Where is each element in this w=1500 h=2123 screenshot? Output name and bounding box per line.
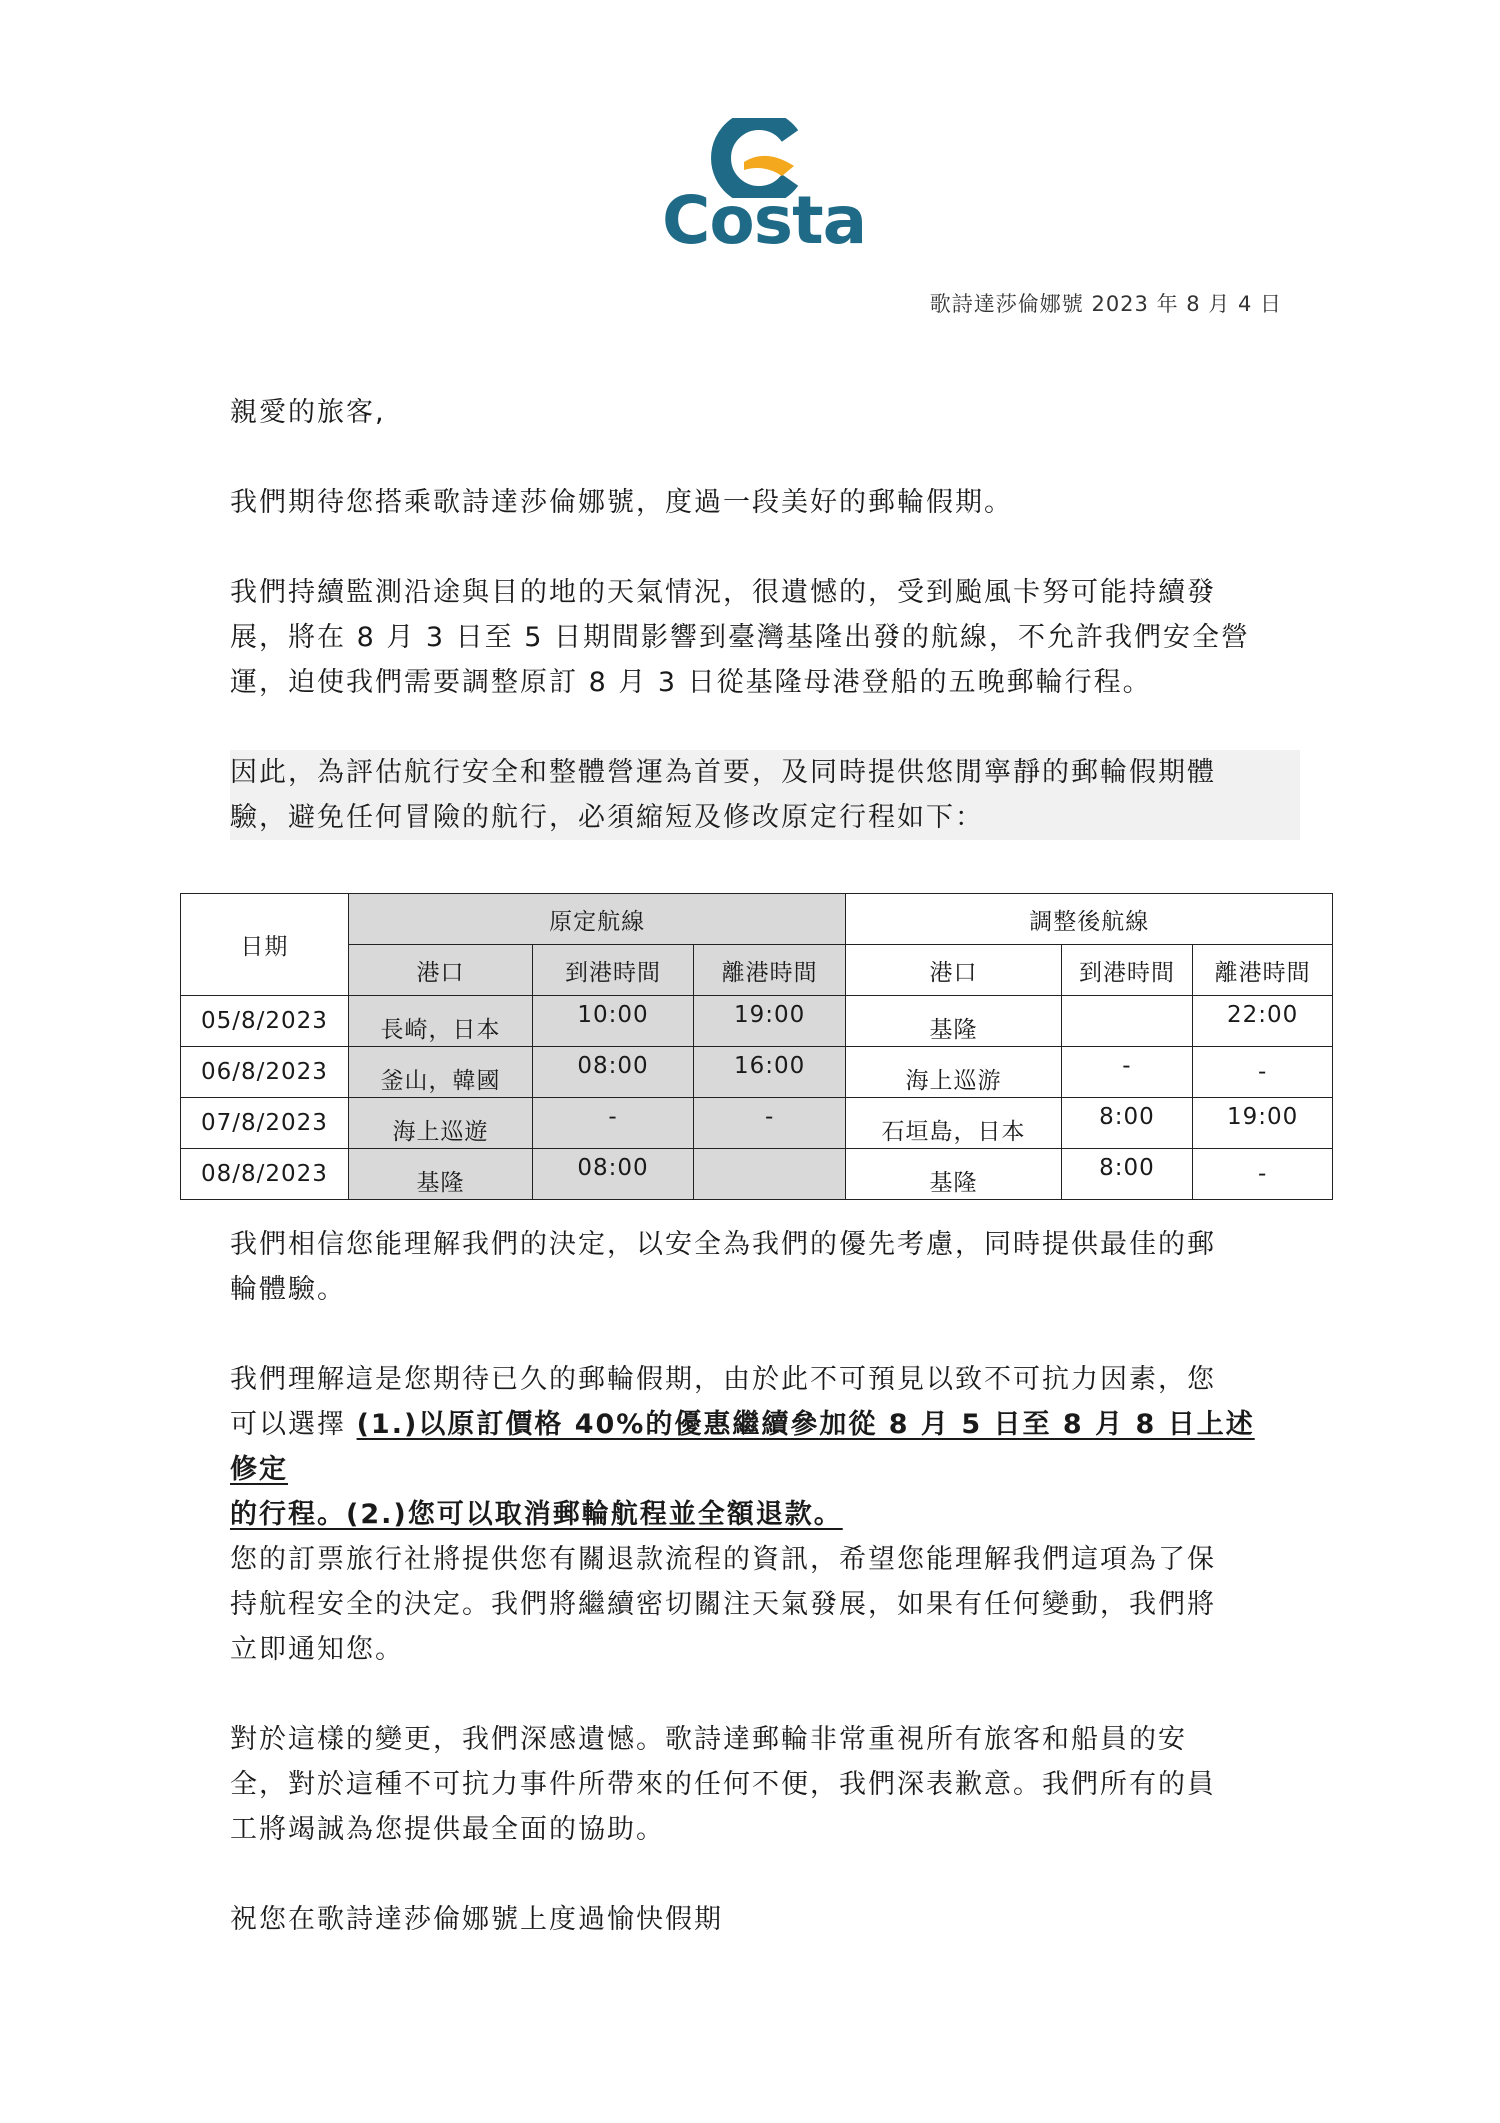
header-adjusted-route: 調整後航線 [846,894,1333,945]
cell-adjusted-arrival: - [1061,1047,1193,1098]
cell-adjusted-departure: 19:00 [1193,1098,1333,1149]
table-row [181,1149,1333,1200]
paragraph-line: 全，對於這種不可抗力事件所帶來的任何不便，我們深表歉意。我們所有的員 [230,1769,1216,1800]
paragraph-line: 立即通知您。 [230,1634,404,1665]
letter-date: 歌詩達莎倫娜號 2023 年 8 月 4 日 [929,292,1282,316]
cell-original-departure [693,1149,846,1200]
table-subheader-row [181,945,1333,996]
header-departure: 離港時間 [693,945,846,996]
cell-original-arrival: 08:00 [533,1047,694,1098]
itinerary-table [180,893,1333,1200]
header-port: 港口 [348,945,532,996]
paragraph-line: 持航程安全的決定。我們將繼續密切關注天氣發展，如果有任何變動，我們將 [230,1589,1216,1620]
paragraph-line: 驗，避免任何冒險的航行，必須縮短及修改原定行程如下： [230,802,984,833]
header-date: 日期 [181,894,349,996]
table-header-row [181,894,1333,945]
paragraph-5 [230,1357,1280,1672]
paragraph-line: 您的訂票旅行社將提供您有關退款流程的資訊，希望您能理解我們這項為了保 [230,1544,1216,1575]
header-departure: 離港時間 [1193,945,1333,996]
cell-original-departure: 19:00 [693,996,846,1047]
cell-adjusted-port: 石垣島，日本 [846,1098,1061,1149]
paragraph-line: 我們理解這是您期待已久的郵輪假期，由於此不可預見以致不可抗力因素，您 [230,1364,1216,1395]
paragraph-line: 因此，為評估航行安全和整體營運為首要，及同時提供悠閒寧靜的郵輪假期體 [230,757,1216,788]
cell-date: 05/8/2023 [181,996,349,1047]
option-2-text: 的行程。(2.)您可以取消郵輪航程並全額退款。 [230,1499,843,1530]
header-arrival: 到港時間 [533,945,694,996]
paragraph-line: 展，將在 8 月 3 日至 5 日期間影響到臺灣基隆出發的航線，不允許我們安全營 [230,622,1251,653]
cell-original-departure: - [693,1098,846,1149]
cell-original-port: 基隆 [348,1149,532,1200]
paragraph-line: 工將竭誠為您提供最全面的協助。 [230,1814,665,1845]
cell-original-port: 海上巡遊 [348,1098,532,1149]
closing-line: 祝您在歌詩達莎倫娜號上度過愉快假期 [230,1904,723,1935]
cell-original-arrival: - [533,1098,694,1149]
paragraph-2 [230,570,1280,705]
cell-date: 08/8/2023 [181,1149,349,1200]
cell-adjusted-arrival: 8:00 [1061,1149,1193,1200]
paragraph-7 [230,1717,1280,1852]
cell-date: 06/8/2023 [181,1047,349,1098]
header-port: 港口 [846,945,1061,996]
table-row [181,1047,1333,1098]
cell-original-port: 釜山，韓國 [348,1047,532,1098]
salutation: 親愛的旅客, [230,397,386,428]
paragraph-line: 我們持續監測沿途與目的地的天氣情況，很遺憾的，受到颱風卡努可能持續發 [230,577,1216,608]
cell-date: 07/8/2023 [181,1098,349,1149]
cell-adjusted-departure: - [1193,1149,1333,1200]
costa-logo [662,118,867,268]
paragraph-line: 對於這樣的變更，我們深感遺憾。歌詩達郵輪非常重視所有旅客和船員的安 [230,1724,1187,1755]
header-arrival: 到港時間 [1061,945,1193,996]
cell-adjusted-port: 基隆 [846,996,1061,1047]
paragraph-line: 我們相信您能理解我們的決定，以安全為我們的優先考慮，同時提供最佳的郵 [230,1229,1216,1260]
logo-wordmark: Costa [662,182,867,259]
paragraph-1: 我們期待您搭乘歌詩達莎倫娜號，度過一段美好的郵輪假期。 [230,487,1013,518]
paragraph-line: 輪體驗。 [230,1274,346,1305]
paragraph-line: 運，迫使我們需要調整原訂 8 月 3 日從基隆母港登船的五晚郵輪行程。 [230,667,1152,698]
cell-adjusted-port: 海上巡游 [846,1047,1061,1098]
table-row [181,1098,1333,1149]
paragraph-3 [230,750,1300,840]
header-original-route: 原定航線 [348,894,846,945]
cell-original-departure: 16:00 [693,1047,846,1098]
cell-original-port: 長崎，日本 [348,996,532,1047]
option-intro: 可以選擇 [230,1409,346,1440]
cell-original-arrival: 10:00 [533,996,694,1047]
table-row [181,996,1333,1047]
option-1-text: (1.)以原訂價格 40%的優惠繼續參加從 8 月 5 日至 8 月 8 日上述修定 [230,1409,1255,1485]
paragraph-4 [230,1222,1280,1312]
cell-adjusted-port: 基隆 [846,1149,1061,1200]
paragraph-line [230,1402,1280,1492]
cell-adjusted-departure: - [1193,1047,1333,1098]
cell-original-arrival: 08:00 [533,1149,694,1200]
cell-adjusted-arrival: 8:00 [1061,1098,1193,1149]
cell-adjusted-departure: 22:00 [1193,996,1333,1047]
cell-adjusted-arrival [1061,996,1193,1047]
